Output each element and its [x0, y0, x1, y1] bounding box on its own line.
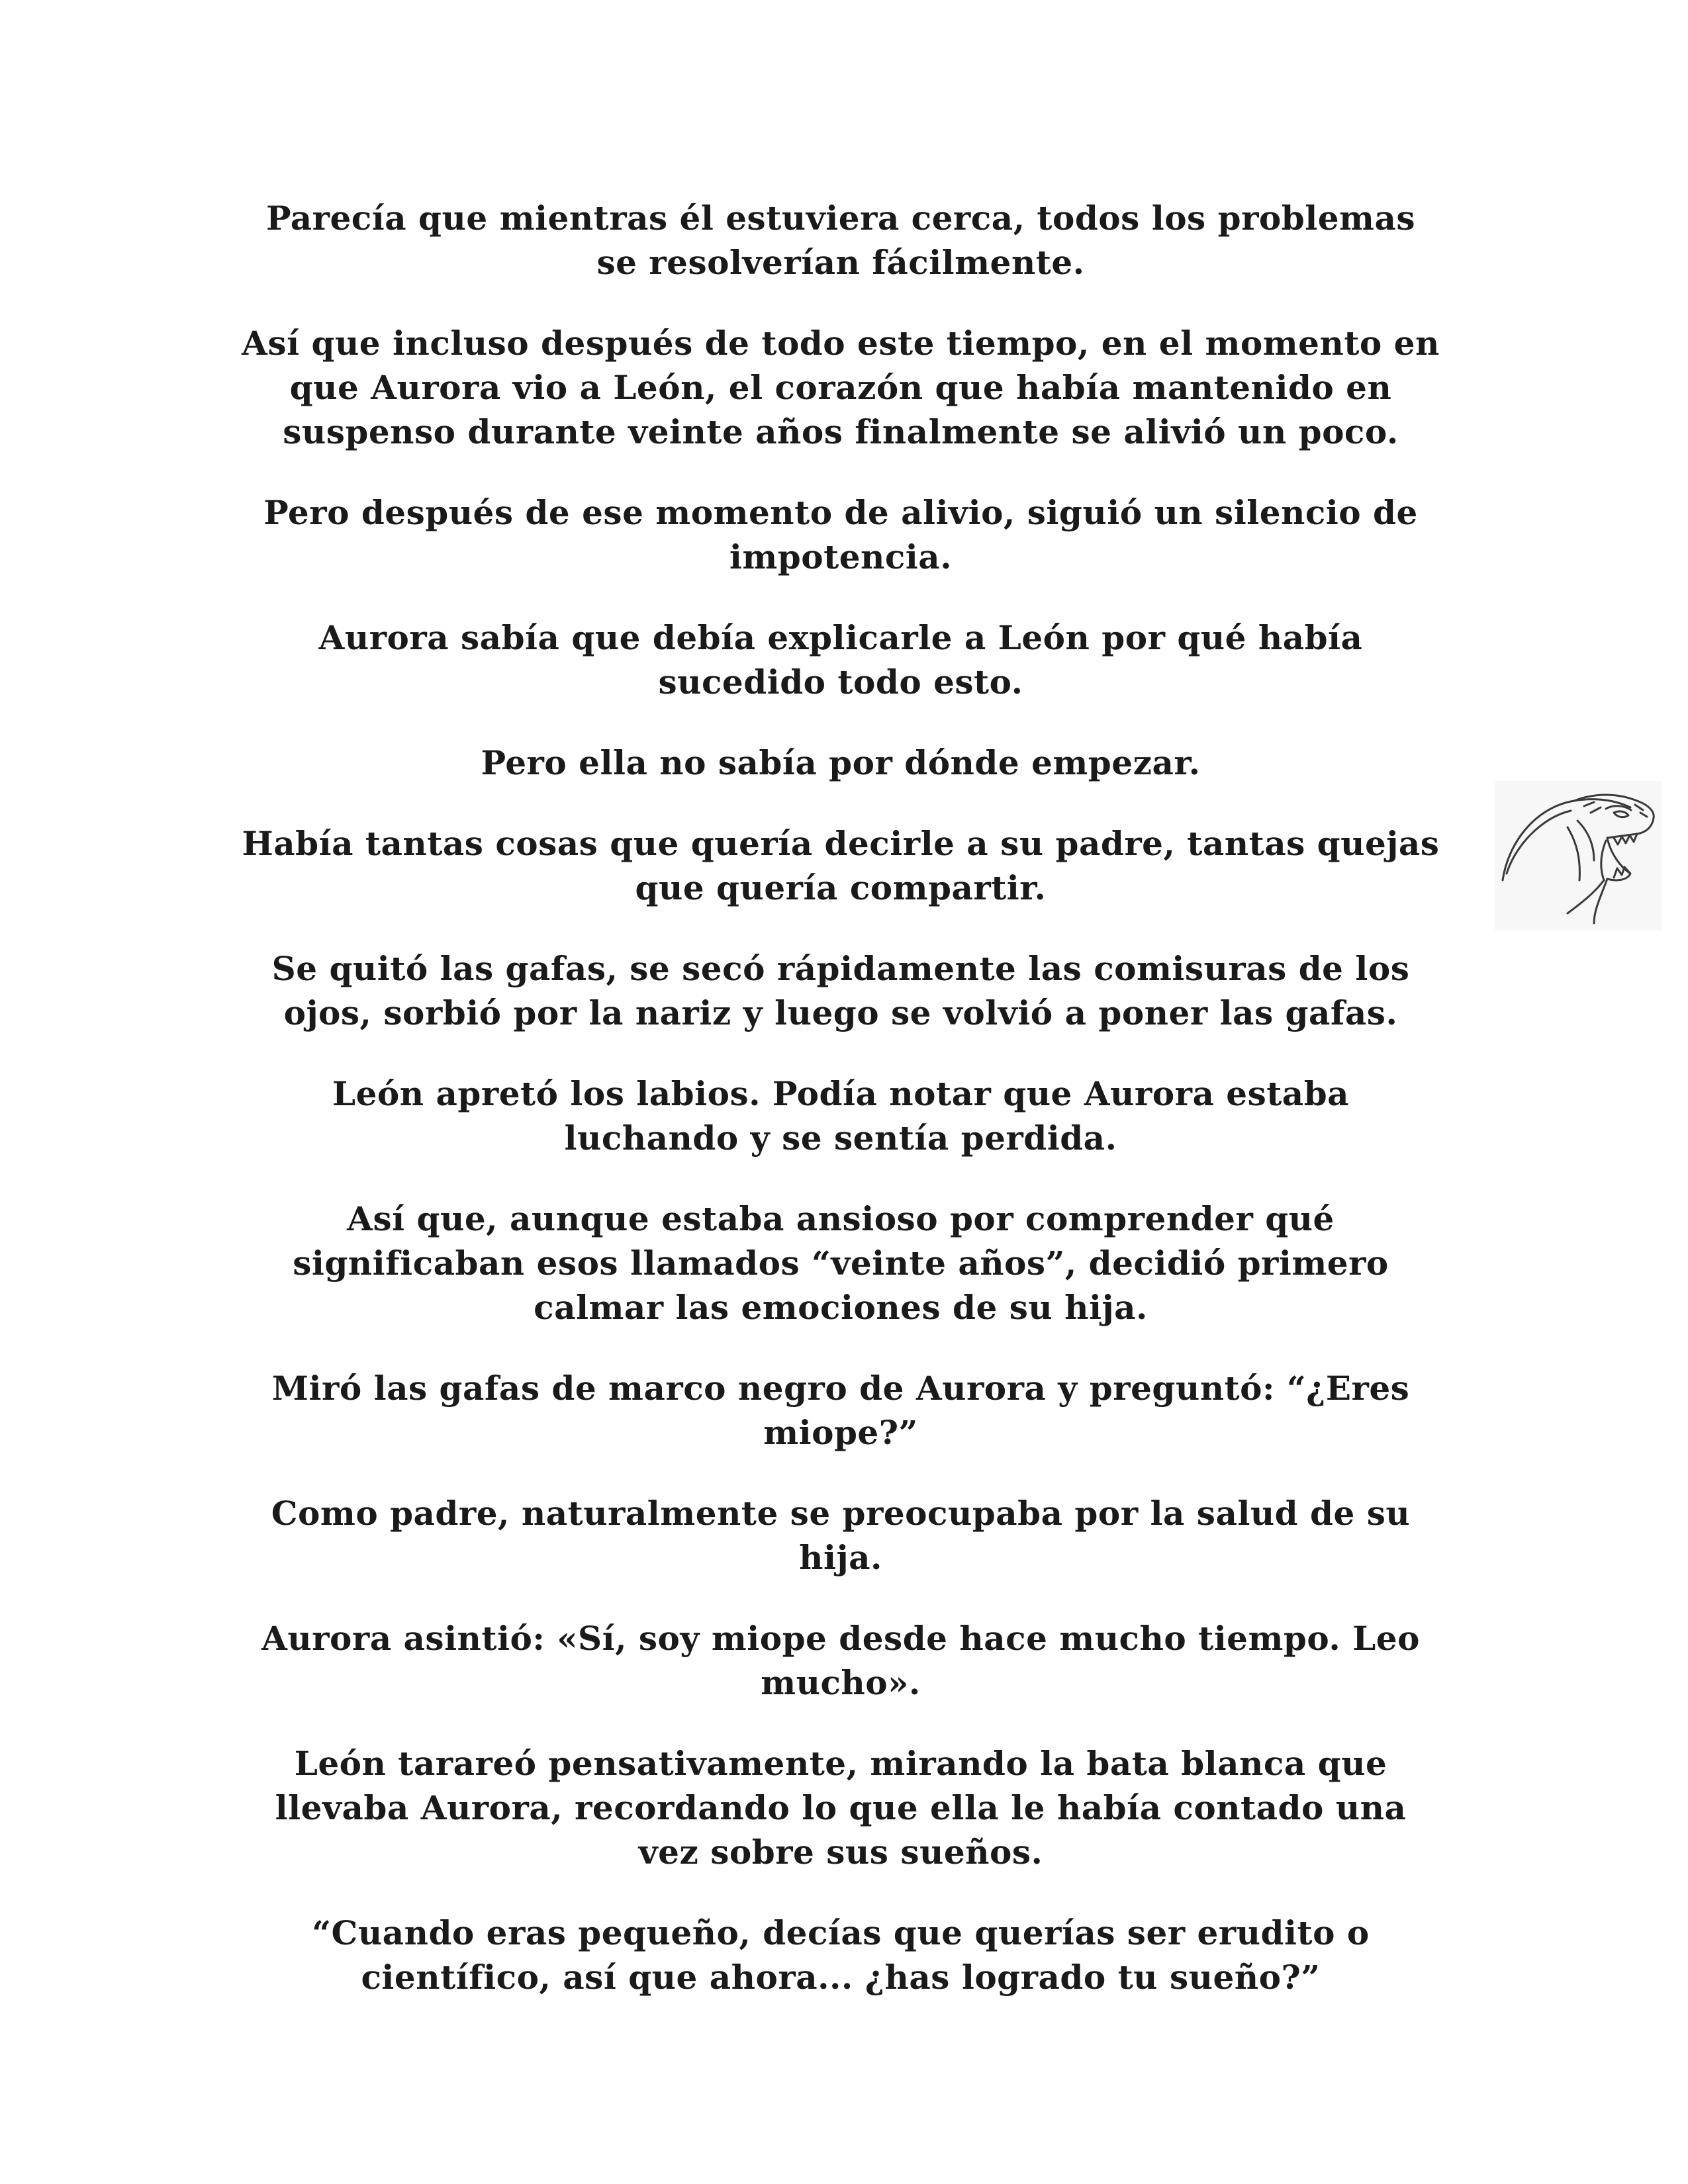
- text-line: significaban esos llamados “veinte años”, decidió primero: [293, 1244, 1389, 1283]
- text-line: Había tantas cosas que quería decirle a su padre, tantas quejas: [242, 824, 1440, 863]
- paragraph: [199, 1616, 1483, 1705]
- text-line: Aurora sabía que debía explicarle a León por qué había: [318, 618, 1363, 657]
- text-line: que quería compartir.: [635, 868, 1047, 907]
- text-line: Parecía que mientras él estuviera cerca, todos los problemas: [265, 199, 1415, 238]
- text-line: Miró las gafas de marco negro de Aurora y preguntó: “¿Eres: [271, 1369, 1410, 1408]
- text-line: Pero después de ese momento de alivio, siguió un silencio de: [263, 493, 1418, 532]
- text-line: ojos, sorbió por la nariz y luego se volvió a poner las gafas.: [283, 993, 1398, 1032]
- paragraph: [199, 615, 1483, 704]
- paragraph: [199, 1366, 1483, 1455]
- text-line: científico, así que ahora... ¿has logrado tu sueño?”: [361, 1958, 1321, 1997]
- text-line: Así que incluso después de todo este tiempo, en el momento en: [242, 324, 1440, 363]
- text-line: Pero ella no sabía por dónde empezar.: [481, 743, 1201, 782]
- paragraph: [199, 1491, 1483, 1580]
- text-line: Aurora asintió: «Sí, soy miope desde hace mucho tiempo. Leo: [261, 1619, 1420, 1658]
- paragraph: [199, 321, 1483, 454]
- text-line: Como padre, naturalmente se preocupaba por la salud de su: [271, 1494, 1411, 1533]
- text-line: sucedido todo esto.: [658, 662, 1023, 702]
- text-line: suspenso durante veinte años finalmente se alivió un poco.: [283, 412, 1399, 451]
- text-line: “Cuando eras pequeño, decías que querías ser erudito o: [312, 1913, 1370, 1952]
- text-line: mucho».: [761, 1663, 921, 1702]
- paragraph: [199, 1911, 1483, 1999]
- dinosaur-head-icon: [1495, 781, 1662, 931]
- text-line: llevaba Aurora, recordando lo que ella le había contado una: [275, 1788, 1407, 1827]
- text-line: miope?”: [763, 1413, 918, 1452]
- text-line: luchando y se sentía perdida.: [564, 1118, 1117, 1158]
- paragraph: [199, 490, 1483, 579]
- text-line: calmar las emociones de su hija.: [534, 1288, 1148, 1327]
- text-line: que Aurora vio a León, el corazón que había mantenido en: [289, 368, 1392, 407]
- text-line: vez sobre sus sueños.: [638, 1833, 1043, 1872]
- text-line: León tarareó pensativamente, mirando la bata blanca que: [294, 1744, 1387, 1783]
- paragraph: [199, 1197, 1483, 1330]
- paragraph: [199, 1071, 1483, 1160]
- paragraph: [199, 946, 1483, 1035]
- text-line: hija.: [799, 1538, 882, 1577]
- text-line: impotencia.: [729, 537, 953, 576]
- text-line: León apretó los labios. Podía notar que Aurora estaba: [332, 1074, 1350, 1113]
- paragraph: [199, 741, 1483, 785]
- text-line: Se quitó las gafas, se secó rápidamente las comisuras de los: [271, 949, 1410, 988]
- text-line: Así que, aunque estaba ansioso por comprender qué: [347, 1199, 1335, 1238]
- paragraph: [199, 196, 1483, 285]
- paragraph: [199, 1741, 1483, 1874]
- body-text: [199, 196, 1483, 2036]
- paragraph: [199, 821, 1483, 910]
- text-line: se resolverían fácilmente.: [596, 243, 1085, 282]
